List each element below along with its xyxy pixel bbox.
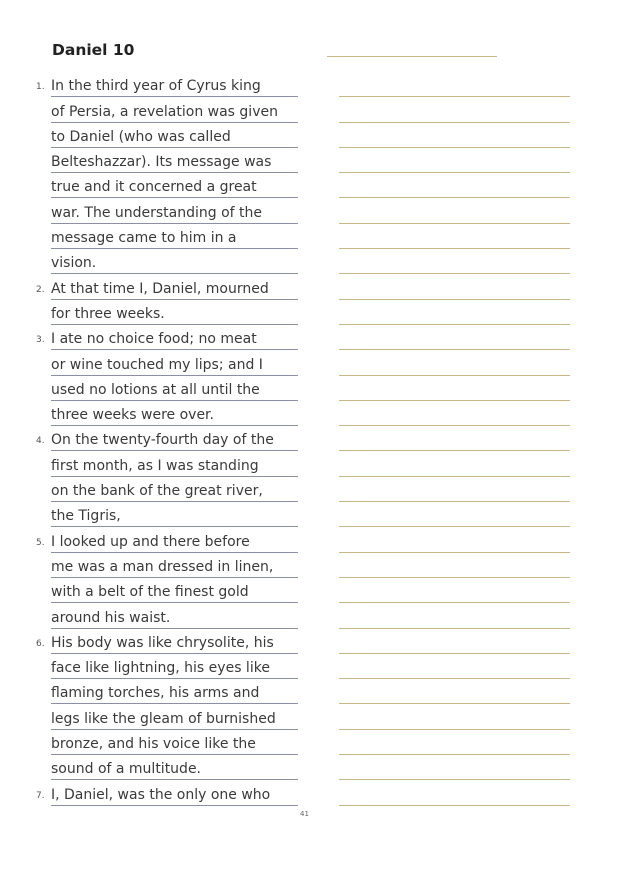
verse-line — [51, 376, 298, 401]
verse-text: message came to him in a — [51, 230, 237, 247]
verse-text: At that time I, Daniel, mourned — [51, 280, 269, 297]
copy-write-line[interactable] — [339, 376, 570, 401]
copy-write-line[interactable] — [339, 325, 570, 350]
verse-number: 4. — [36, 436, 45, 447]
verse-number: 6. — [36, 638, 45, 649]
copy-write-line[interactable] — [339, 401, 570, 426]
copy-write-line[interactable] — [339, 426, 570, 451]
verse-text: In the third year of Cyrus king — [51, 78, 261, 95]
verse-text: war. The understanding of the — [51, 204, 263, 221]
verse-number: 3. — [36, 335, 45, 346]
copy-write-line[interactable] — [339, 72, 570, 97]
verse-line — [51, 654, 298, 679]
verse-line — [51, 603, 298, 628]
verse-text: me was a man dressed in linen, — [51, 558, 274, 575]
verse-text: used no lotions at all until the — [51, 381, 260, 398]
verse-line — [36, 72, 298, 97]
verse-text: with a belt of the finest gold — [51, 584, 249, 601]
verse-line — [51, 401, 298, 426]
copy-write-line[interactable] — [339, 274, 570, 299]
verse-text: of Persia, a revelation was given — [51, 103, 278, 120]
verse-text: flaming torches, his arms and — [51, 685, 260, 702]
verse-text: legs like the gleam of burnished — [51, 710, 276, 727]
verse-line — [51, 123, 298, 148]
name-write-line[interactable] — [327, 56, 497, 57]
verse-line — [36, 780, 298, 805]
copy-write-line[interactable] — [339, 249, 570, 274]
verse-text: On the twenty-fourth day of the — [51, 432, 274, 449]
verse-text: I looked up and there before — [51, 533, 250, 550]
verse-line — [51, 578, 298, 603]
copy-write-line[interactable] — [339, 300, 570, 325]
copy-write-line[interactable] — [339, 629, 570, 654]
verse-line — [51, 249, 298, 274]
verse-line — [51, 350, 298, 375]
copy-write-line[interactable] — [339, 755, 570, 780]
copy-write-line[interactable] — [339, 148, 570, 173]
verse-text: on the bank of the great river, — [51, 483, 263, 500]
verse-number: 2. — [36, 284, 45, 295]
verse-text: bronze, and his voice like the — [51, 736, 256, 753]
verse-line — [36, 274, 298, 299]
verse-text: first month, as I was standing — [51, 457, 259, 474]
verse-line — [36, 325, 298, 350]
copy-write-line[interactable] — [339, 553, 570, 578]
verse-text: or wine touched my lips; and I — [51, 356, 263, 373]
verse-text: I, Daniel, was the only one who — [51, 786, 271, 803]
copy-write-line[interactable] — [339, 704, 570, 729]
verse-text: the Tigris, — [51, 508, 121, 525]
verse-line — [51, 173, 298, 198]
verse-text: true and it concerned a great — [51, 179, 257, 196]
verse-line — [36, 629, 298, 654]
copy-write-line[interactable] — [339, 578, 570, 603]
verse-text: vision. — [51, 255, 97, 272]
copy-write-line[interactable] — [339, 502, 570, 527]
verse-line — [36, 426, 298, 451]
verse-number: 1. — [36, 82, 45, 93]
copy-write-line[interactable] — [339, 198, 570, 223]
verse-line — [51, 553, 298, 578]
verse-text: for three weeks. — [51, 305, 165, 322]
copy-write-line[interactable] — [339, 730, 570, 755]
verse-line — [51, 300, 298, 325]
verse-line — [51, 755, 298, 780]
verse-line — [51, 704, 298, 729]
page-title: Daniel 10 — [52, 41, 135, 59]
verse-text: face like lightning, his eyes like — [51, 660, 270, 677]
verse-text: three weeks were over. — [51, 407, 214, 424]
copy-write-line[interactable] — [339, 603, 570, 628]
verse-text: His body was like chrysolite, his — [51, 634, 274, 651]
copy-write-line[interactable] — [339, 679, 570, 704]
verse-text: I ate no choice food; no meat — [51, 331, 257, 348]
verse-line — [51, 451, 298, 476]
verse-line — [51, 148, 298, 173]
verse-line — [51, 730, 298, 755]
copy-write-line[interactable] — [339, 350, 570, 375]
verse-line — [51, 198, 298, 223]
verse-number: 7. — [36, 790, 45, 801]
page-number: 41 — [300, 810, 309, 818]
verse-text: to Daniel (who was called — [51, 128, 231, 145]
verse-column — [36, 72, 298, 806]
verse-line — [36, 527, 298, 552]
verse-line — [51, 224, 298, 249]
verse-number: 5. — [36, 537, 45, 548]
verse-text: Belteshazzar). Its message was — [51, 154, 272, 171]
copy-write-line[interactable] — [339, 451, 570, 476]
copy-write-line[interactable] — [339, 97, 570, 122]
verse-text: around his waist. — [51, 609, 171, 626]
copy-practice-column — [339, 72, 570, 806]
verse-text: sound of a multitude. — [51, 761, 202, 778]
copy-write-line[interactable] — [339, 477, 570, 502]
copy-write-line[interactable] — [339, 224, 570, 249]
copy-write-line[interactable] — [339, 780, 570, 805]
verse-line — [51, 97, 298, 122]
copy-write-line[interactable] — [339, 173, 570, 198]
copy-write-line[interactable] — [339, 654, 570, 679]
verse-line — [51, 502, 298, 527]
copy-write-line[interactable] — [339, 123, 570, 148]
copy-write-line[interactable] — [339, 527, 570, 552]
verse-line — [51, 679, 298, 704]
verse-line — [51, 477, 298, 502]
